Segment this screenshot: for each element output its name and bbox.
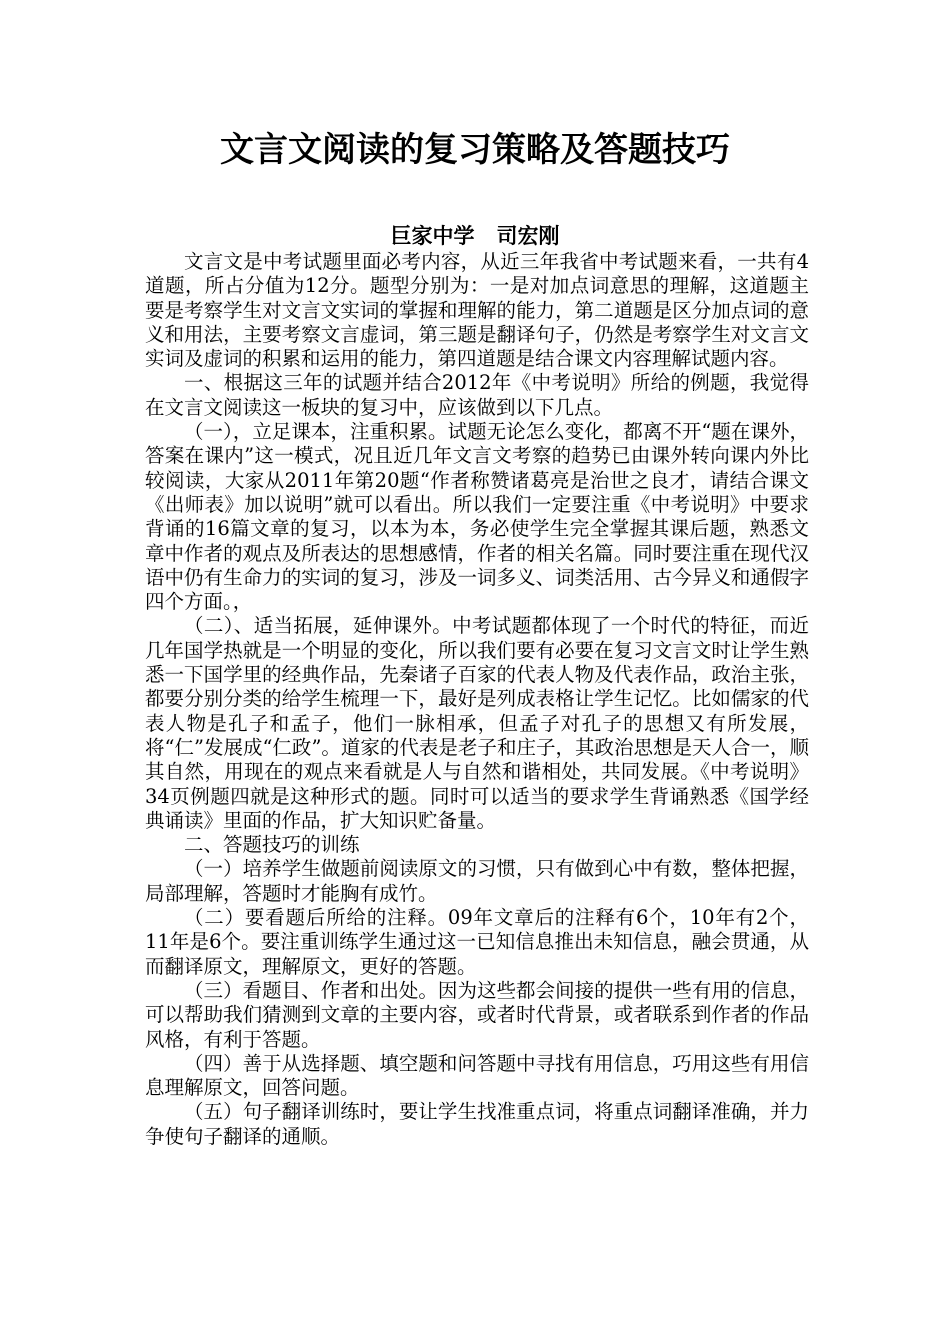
paragraph-section-two: 二、答题技巧的训练 (184, 833, 360, 857)
author-line: 巨家中学 司宏刚 (390, 224, 560, 248)
paragraph-point-two: （二）、适当拓展，延伸课外。中考试题都体现了一个时代的特征，而近几年国学热就是一个明显的变化，所以我们要有必要在复习文言文时让学生熟悉一下国学里的经典作品，先秦诸子百家的代表人物及代表作品，政治主张，都要分别分类的给学生梳理一下，最好是列成表格让学生记忆。比如儒家的代表人物是孔子和孟子，他们一脉相承，但孟子对孔子的思想又有所发展，将“仁”发展成“仁政”。道家的代表是老子和庄子，其政治思想是天人合一，顺其自然，用现在的观点来看就是人与自然和谐相处，共同发展。《中考说明》34页例题四就是这种形式的题。同时可以适当的要求学生背诵熟悉《国学经典诵读》里面的作品，扩大知识贮备量。 (145, 614, 809, 832)
paragraph-section-one: 一、根据这三年的试题并结合2012年《中考说明》所给的例题，我觉得在文言文阅读这一板块的复习中，应该做到以下几点。 (145, 371, 809, 419)
paragraph-tip-two: （二）要看题后所给的注释。09年文章后的注释有6个，10年有2个，11年是6个。要注重训练学生通过这一已知信息推出未知信息，融会贯通，从而翻译原文，理解原文，更好的答题。 (145, 906, 809, 978)
paragraph-tip-three: （三）看题目、作者和出处。因为这些都会间接的提供一些有用的信息，可以帮助我们猜测到文章的主要内容，或者时代背景，或者联系到作者的作品风格，有利于答题。 (145, 978, 809, 1051)
paragraph-tip-one: （一）培养学生做题前阅读原文的习惯，只有做到心中有数，整体把握，局部理解，答题时才能胸有成竹。 (145, 857, 809, 905)
paragraph-intro: 文言文是中考试题里面必考内容，从近三年我省中考试题来看，一共有4道题，所占分值为12分。题型分别为：一是对加点词意思的理解，这道题主要是考察学生对文言文实词的掌握和理解的能力，第二道题是区分加点词的意义和用法，主要考察文言虚词，第三题是翻译句子，仍然是考察学生对文言文实词及虚词的积累和运用的能力，第四道题是结合课文内容理解试题内容。 (145, 250, 809, 371)
document-body (145, 250, 809, 1149)
document-title: 文言文阅读的复习策略及答题技巧 (220, 130, 730, 170)
paragraph-tip-four: （四）善于从选择题、填空题和问答题中寻找有用信息，巧用这些有用信息理解原文，回答问题。 (145, 1051, 809, 1100)
paragraph-tip-five: （五）句子翻译训练时，要让学生找准重点词，将重点词翻译准确，并力争使句子翻译的通顺。 (145, 1100, 809, 1148)
paragraph-point-one: （一），立足课本，注重积累。试题无论怎么变化，都离不开“题在课外，答案在课内”这一模式，况且近几年文言文考察的趋势已由课外转向课内外比较阅读，大家从2011年第20题“作者称赞诸葛亮是治世之良才，请结合课文《出师表》加以说明”就可以看出。所以我们一定要注重《中考说明》中要求背诵的16篇文章的复习，以本为本，务必使学生完全掌握其课后题，熟悉文章中作者的观点及所表达的思想感情，作者的相关名篇。同时要注重在现代汉语中仍有生命力的实词的复习，涉及一词多义、词类活用、古今异义和通假字四个方面。， (145, 420, 809, 614)
